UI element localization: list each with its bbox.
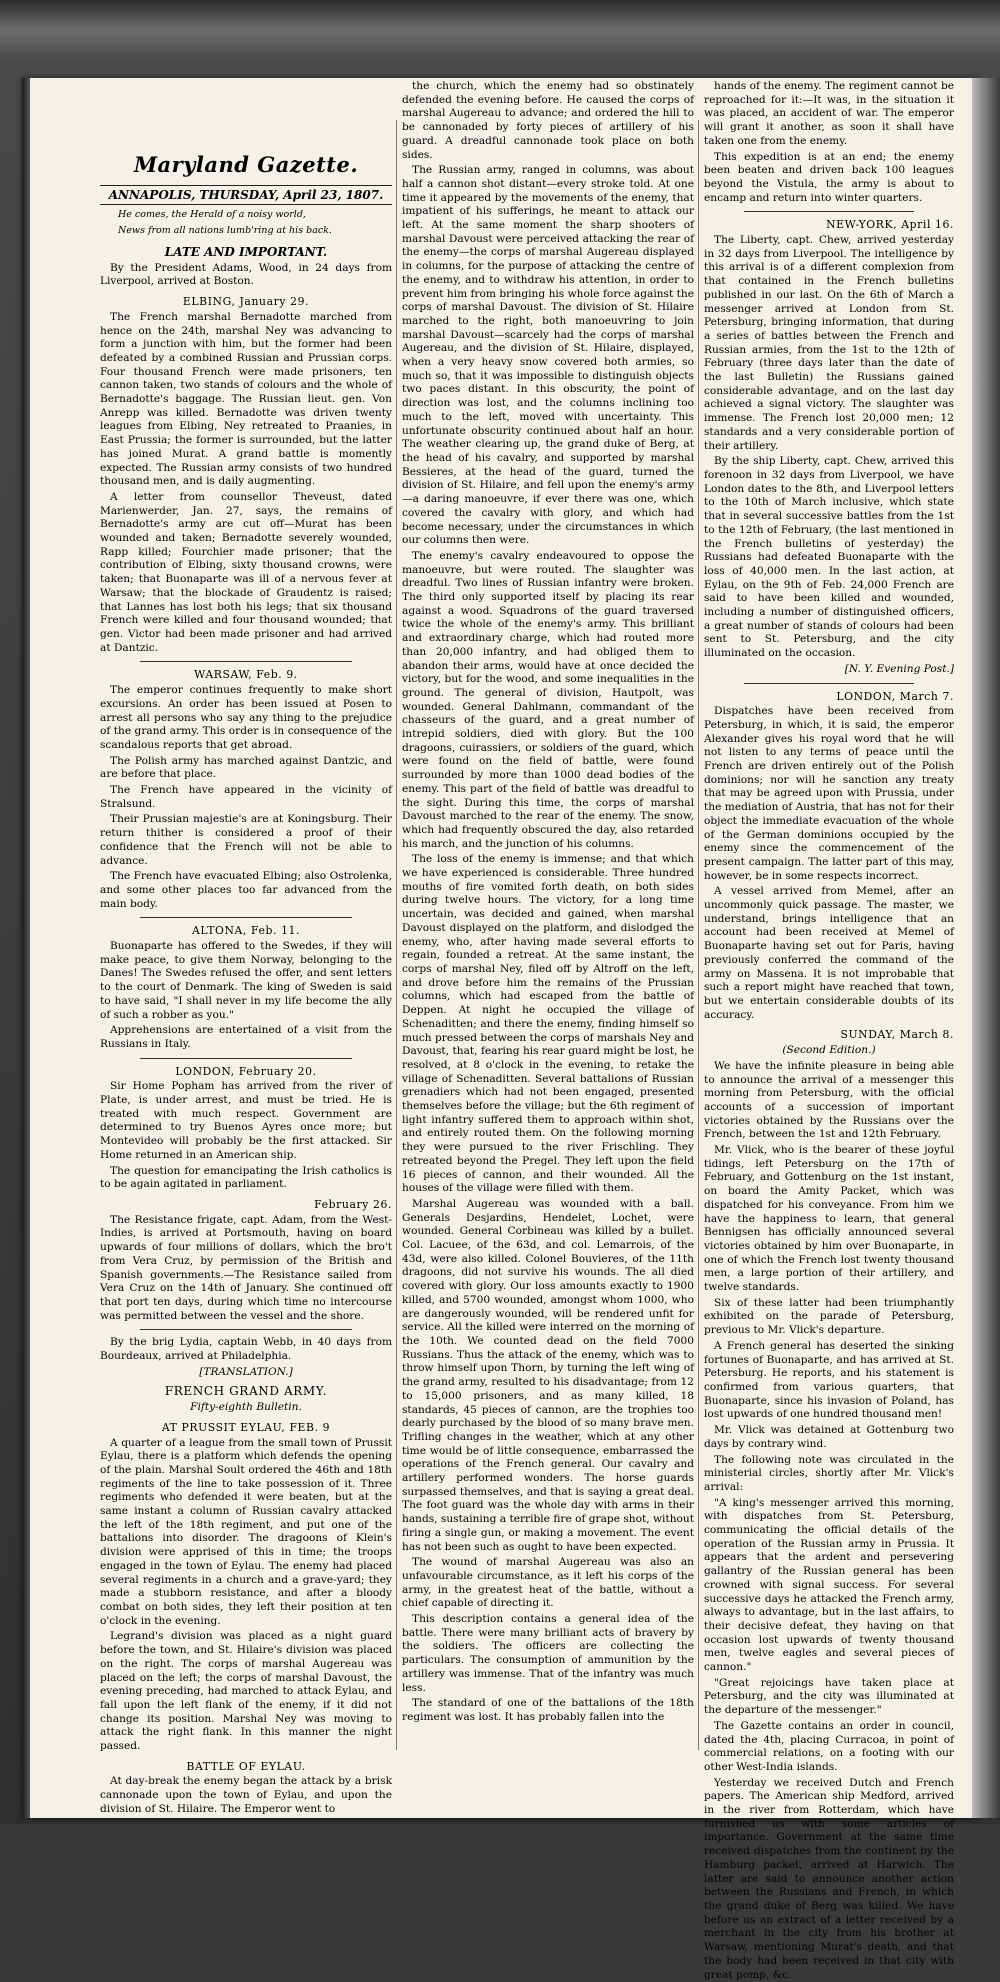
- paragraph: hands of the enemy. The regiment cannot be reproached for it:—It was, in the situation it was placed, an accident of war. The emperor will grant it another, as soon it shall have taken one from the enemy.: [704, 80, 954, 147]
- late-important-heading: LATE AND IMPORTANT.: [164, 245, 328, 259]
- paragraph: The following note was circulated in the ministerial circles, shortly after Mr. Vlick's arrival:: [704, 1453, 954, 1493]
- army-heading: FRENCH GRAND ARMY.: [164, 1384, 328, 1399]
- divider: [140, 917, 352, 918]
- motto-line-1: He comes, the Herald of a noisy world,: [118, 209, 306, 220]
- divider: [744, 211, 914, 212]
- paragraph: Mr. Vlick, who is the bearer of these joyful tidings, left Petersburg on the 17th of February, and Gottenburg on the 1st instant, on board the Amity Packet, which was dispatched for his conveyance. From him we have the happiness to learn, that general Bennigsen has officially announced several victories obtained by him over Buonaparte, in one of which the French lost twenty thousand men, a large portion of their artillery, and twelve standards.: [704, 1144, 954, 1294]
- translation-note: [TRANSLATION.]: [199, 1365, 293, 1378]
- paragraph: Legrand's division was placed as a night guard before the town, and St. Hilaire's division was placed on the right. The corps of marshal Augereau was placed on the left; the corps of marshal Davoust, the evening preceding, had marched to attack Eylau, and fall upon the left flank of the enemy, if it did not change its position. Marshal Ney was moving to attack the right flank. In this manner the night passed.: [100, 1630, 392, 1753]
- paragraph: The French have evacuated Elbing; also Ostrolenka, and some other places too far advanced from the main body.: [100, 870, 392, 910]
- dateline: ANNAPOLIS, THURSDAY, April 23, 1807.: [100, 185, 392, 205]
- paragraph: Mr. Vlick was detained at Gottenburg two days by contrary wind.: [704, 1424, 954, 1450]
- paragraph: Sir Home Popham has arrived from the river of Plate, is under arrest, and must be tried. He is treated with much respect. Government are determined to try Buenos Ayres once more; but Montevideo will probably be the first attacked. Sir Home returned in an American ship.: [100, 1080, 392, 1161]
- dateline-elbing: ELBING, January 29.: [182, 295, 310, 309]
- divider: [140, 661, 352, 662]
- paragraph: The emperor continues frequently to make short excursions. An order has been issued at Posen to arrest all persons who say any thing to the prejudice of the grand army. This order is in consequence of the scandalous reports that get abroad.: [100, 684, 392, 751]
- motto-line-2: News from all nations lumb'ring at his back.: [118, 225, 332, 236]
- paragraph: Marshal Augereau was wounded with a ball. Generals Desjardins, Hendelet, Lochet, were wounded. General Corbineau was killed by a bullet. Col. Lacuee, of the 63d, and col. Lemarrois, of the 43d, were also killed. Colonel Bouvieres, of the 11th dragoons, did not survive his wounds. The all died covered with glory. Our loss amounts exactly to 1900 killed, and 5700 wounded, amongst whom 1000, who are dangerously wounded, will be rendered unfit for service. All the killed were interred on the morning of the 10th. We counted dead on the field 7000 Russians. Thus the attack of the enemy, which was to throw himself upon Thorn, by turning the left wing of the grand army, resulted to his disadvantage; from 12 to 15,000 prisoners, and as many killed, 18 standards, 45 pieces of cannon, are the trophies too dearly purchased by the blood of so many brave men. Trifling changes in the weather, which at any other time would be of little consequence, embarrassed the operations of the French general. Our cavalry and artillery performed wonders. The horse guards surpassed themselves, and that is saying a great deal. The foot guard was the whole day with arms in their hands, sustaining a terrible fire of grape shot, without firing a single gun, or making a movement. The event has not been such as ought to have been expected.: [402, 1197, 694, 1553]
- column-3: [704, 80, 954, 1981]
- paragraph: We have the infinite pleasure in being able to announce the arrival of a messenger this morning from Petersburg, with the official accounts of a succession of important victories obtained by the Russians over the French, between the 1st and 12th February.: [704, 1059, 954, 1141]
- paragraph: At day-break the enemy began the attack by a brisk cannonade upon the town of Eylau, and upon the division of St. Hilaire. The Emperor went to: [100, 1775, 392, 1815]
- paragraph: The question for emancipating the Irish catholics is to be again agitated in parliament.: [100, 1164, 392, 1191]
- paragraph: "A king's messenger arrived this morning, with dispatches from St. Petersburg, communicating the official details of the operation of the Russian army in Prussia. It appears that the ardent and persevering gallantry of the Russian general has been crowned with signal success. For several successive days he attacked the French army, always to advantage, but in the last affairs, to their decisive defeat, they having on that occasion lost upwards of twenty thousand men, twelve eagles and several pieces of cannon.": [704, 1496, 954, 1674]
- paragraph: The Gazette contains an order in council, dated the 4th, placing Curracoa, in point of commercial relations, on a footing with our other West-India islands.: [704, 1719, 954, 1773]
- paragraph: "Great rejoicings have taken place at Petersburg, and the city was illuminated at the departure of the messenger.": [704, 1676, 954, 1717]
- dateline-warsaw: WARSAW, Feb. 9.: [194, 668, 298, 682]
- newspaper-title: Maryland Gazette.: [133, 152, 359, 177]
- paragraph: The Russian army, ranged in columns, was about half a cannon shot distant—every stroke told. At one time it appeared by the movements of the enemy, that impatient of his sufferings, he meant to attack our left. At the same moment the sharp shooters of marshal Davoust were perceived attacking the rear of the enemy—the corps of marshal Augereau displayed in columns, for the purpose of attacking the centre of the enemy, and to withdraw his attention, in order to prevent him from bringing his whole force against the corps of marshal Davoust. The division of St. Hilaire marched to the right, both manoeuvring to join marshal Davoust—scarcely had the corps of marshal Augereau, and the division of St. Hilaire, displayed, when a very heavy snow covered both armies, so much so, that it was impossible to distinguish objects two paces distant. In this obscurity, the point of direction was lost, and the columns inclining too much to the left, moved with uncertainty. This unfortunate obscurity continued about half an hour. The weather clearing up, the grand duke of Berg, at the head of his cavalry, and supported by marshal Bessieres, at the head of the guard, turned the division of St. Hilaire, and fell upon the enemy's army—a daring manoeuvre, if ever there was one, which covered the cavalry with glory, and which had become necessary, under the circumstances in which our columns then were.: [402, 164, 694, 547]
- binding-shadow: [22, 78, 30, 1818]
- column-rule-1: [396, 120, 397, 1750]
- paragraph: The French have appeared in the vicinity of Stralsund.: [100, 784, 392, 810]
- paragraph: By the President Adams, Wood, in 24 days from Liverpool, arrived at Boston.: [100, 261, 392, 288]
- paragraph: The French marshal Bernadotte marched from hence on the 24th, marshal Ney was advancing to form a junction with him, but the former had been defeated by a combined Russian and Prussian corps. Four thousand French were made prisoners, ten cannon taken, two stands of colours and the whole of Bernadotte's baggage. The Russian lieut. gen. Von Anrepp was killed. Bernadotte was driven twenty leagues from Elbing, Ney retreated to Praanies, in East Prussia; the former is surrounded, but the latter has joined Murat. A grand battle is momently expected. The Russian army consists of two hundred thousand men, and is daily augmenting.: [100, 310, 392, 488]
- column-2: [402, 80, 694, 1723]
- paragraph: This description contains a general idea of the battle. There were many brilliant acts of bravery by the soldiers. The officers are collecting the particulars. The consumption of ammunition by the artillery was immense. That of the infantry was much less.: [402, 1613, 694, 1694]
- paragraph: The loss of the enemy is immense; and that which we have experienced is considerable. Three hundred mouths of fire vomited forth death, on both sides during twelve hours. The victory, for a long time uncertain, was decided and gained, when marshal Davoust displayed on the platform, and dislodged the enemy, who, after having made several efforts to regain, founded a retreat. At the same instant, the corps of marshal Ney, filed off by Altroff on the left, and drove before him the remains of the Prussian columns, which had escaped from the battle of Deppen. At night he occupied the village of Schenaditten; and there the enemy, finding himself so much pressed between the corps of marshals Ney and Davoust, that, fearing his rear guard might be lost, he resolved, at 8 o'clock in the evening, to retake the village of Schenaditten. Several battalions of Russian grenadiers which had not been engaged, presented themselves before the village; but the 6th regiment of light infantry suffered them to approach within shot, and entirely routed them. On the following morning they were pursued to the river Frischling. They retreated beyond the Pregel. They left upon the field 16 pieces of cannon, and their wounded. All the houses of the village were filled with them.: [402, 853, 694, 1195]
- paragraph: Six of these latter had been triumphantly exhibited on the parade of Petersburg, previous to Mr. Vlick's departure.: [704, 1296, 954, 1337]
- dateline-london: LONDON, February 20.: [175, 1064, 317, 1078]
- paragraph: The Resistance frigate, capt. Adam, from the West-Indies, is arrived at Portsmouth, having on board upwards of four millions of dollars, which the bro't from Vera Cruz, by permission of the British and Spanish governments.—The Resistance sailed from Vera Cruz on the 14th of January. She continued off that port ten days, during which time no intercourse was permitted between the vessel and the shore.: [100, 1213, 392, 1322]
- divider: [140, 1329, 352, 1330]
- paragraph: The Liberty, capt. Chew, arrived yesterday in 32 days from Liverpool. The intelligence by this arrival is of a different complexion from that contained in the French bulletins published in our last. On the 6th of March a messenger arrived at London from St. Petersburg, bringing information, that during a series of battles between the French and Russian armies, from the 1st to the 12th of February (three days later than the date of the last Bulletin) the Russians gained considerable advantage, and on the last day achieved a signal victory. The slaughter was immense. The French lost 20,000 men; 12 standards and a very considerable portion of their artillery.: [704, 234, 954, 452]
- paragraph: By the ship Liberty, capt. Chew, arrived this forenoon in 32 days from Liverpool, we have London dates to the 8th, and Liverpool letters to the 10th of March inclusive, which state that in several successive battles from the 1st to the 12th of February, (the last mentioned in the French bulletins of yesterday) the Russians had defeated Buonaparte with the loss of 40,000 men. In the last action, at Eylau, on the 9th of Feb. 24,000 French are said to have been killed and wounded, including a number of distinguished officers, a great number of stands of colours had been sent to St. Petersburg, and the city illuminated on the occasion.: [704, 455, 954, 660]
- paragraph: Their Prussian majestie's are at Koningsburg. Their return thither is considered a proof of their confidence that the French will not be able to advance.: [100, 813, 392, 867]
- source-credit: [N. Y. Evening Post.]: [844, 662, 954, 675]
- battle-heading: BATTLE OF EYLAU.: [186, 1759, 306, 1773]
- dateline-london-march: LONDON, March 7.: [836, 689, 954, 703]
- paragraph: A French general has deserted the sinking fortunes of Buonaparte, and has arrived at St. Petersburg. He reports, and his statement is confirmed from various quarters, that Buonaparte, since his invasion of Poland, has lost upwards of one hundred thousand men!: [704, 1339, 954, 1421]
- dateline-eylau: AT PRUSSIT EYLAU, FEB. 9: [161, 1420, 331, 1434]
- paragraph: A quarter of a league from the small town of Prussit Eylau, there is a platform which defends the opening of the plain. Marshal Soult ordered the 46th and 18th regiments of the line to take possession of it. Three regiments who defended it were beaten, but at the same instant a column of Russian cavalry attacked the left of the 18th regiment, and put one of the battalions into disorder. The dragoons of Klein's division were apprised of this in time; the troops engaged in the town of Eylau. The enemy had placed several regiments in a church and a grave-yard; they made a stubborn resistance, and after a bloody combat on both sides, they left their position at ten o'clock in the evening.: [100, 1436, 392, 1627]
- dateline-altona: ALTONA, Feb. 11.: [191, 924, 301, 938]
- paragraph: the church, which the enemy had so obstinately defended the evening before. He caused the corps of marshal Augereau to advance; and ordered the hill to be cannonaded by forty pieces of artillery of his guard. A dreadful cannonade took place on both sides.: [402, 80, 694, 161]
- dateline-feb26: February 26.: [314, 1198, 392, 1211]
- bulletin-heading: Fifty-eighth Bulletin.: [190, 1401, 302, 1414]
- paragraph: By the brig Lydia, captain Webb, in 40 days from Bourdeaux, arrived at Philadelphia.: [100, 1336, 392, 1363]
- paragraph: This expedition is at an end; the enemy been beaten and driven back 100 leagues beyond the Vistula, the army is about to encamp and return into winter quarters.: [704, 150, 954, 204]
- paragraph: The wound of marshal Augereau was also an unfavourable circumstance, as it left his corps of the army, in the greatest heat of the battle, without a chief capable of directing it.: [402, 1556, 694, 1610]
- paragraph: Yesterday we received Dutch and French papers. The American ship Medford, arrived in the river from Rotterdam, which have furnished us with some articles of importance. Government at the same time received dispatches from the continent by the Hamburg packet, arrived at Harwich. The latter are said to announce another action between the Russians and French, in which the grand duke of Berg was killed. We have before us an extract of a letter received by a merchant in the city from his brother at Warsaw, mentioning Murat's death, and that the body had been received in that city with great pomp, &c.: [704, 1776, 954, 1981]
- paragraph: The standard of one of the battalions of the 18th regiment was lost. It has probably fallen into the: [402, 1697, 694, 1723]
- masthead: [100, 66, 392, 236]
- column-1: [100, 240, 392, 1815]
- divider: [140, 1058, 352, 1059]
- next-page-edge: [972, 78, 1000, 1818]
- paragraph: The enemy's cavalry endeavoured to oppose the manoeuvre, but were routed. The slaughter was dreadful. Two lines of Russian infantry were broken. The third only supported itself by placing its rear against a wood. Squadrons of the guard traversed twice the whole of the enemy's army. This brilliant and extraordinary charge, which had routed more than 20,000 infantry, and had obliged them to abandon their arms, would have at once decided the victory, but for the wood, and some inequalities in the ground. The general of division, Hautpolt, was wounded. General Dahlmann, commandant of the chasseurs of the guard, and a great number of intrepid soldiers, died with glory. But the 100 dragoons, cuirassiers, or soldiers of the guard, which were found on the field of battle, were found surrounded by more than 1000 dead bodies of the enemy. This part of the field of battle was dreadful to the sight. During this time, the corps of marshal Davoust marched to the rear of the enemy. The snow, which had frequently obscured the day, also retarded his march, and the junction of his columns.: [402, 549, 694, 850]
- paragraph: Buonaparte has offered to the Swedes, if they will make peace, to give them Norway, belonging to the Danes! The Swedes refused the offer, and sent letters to the court of Denmark. The king of Sweden is said to have said, "I shall never in my life become the ally of such a robber as you.": [100, 940, 392, 1021]
- divider: [744, 683, 914, 684]
- paragraph: The Polish army has marched against Dantzic, and are before that place.: [100, 754, 392, 781]
- paragraph: A letter from counsellor Theveust, dated Marienwerder, Jan. 27, says, the remains of Bernadotte's army are cut off—Murat has been wounded and taken; Bernadotte severely wounded, Rapp killed; Fourchier made prisoner; that the contribution of Elbing, sixty thousand crowns, were taken; that Buonaparte was ill of a nervous fever at Warsaw; that the blockade of Graudentz is raised; that Lannes has lost both his legs; that six thousand French were killed and four thousand wounded; that gen. Victor had been made prisoner and had arrived at Dantzic.: [100, 490, 392, 654]
- column-rule-2: [698, 120, 699, 1750]
- paragraph: Dispatches have been received from Petersburg, in which, it is said, the emperor Alexander gives his royal word that he will not listen to any terms of peace until the French are driven entirely out of the Polish dominions; nor will he sanction any treaty that may be agreed upon with Prussia, under the mediation of Austria, that has not for their object the immediate evacuation of the whole of the German dominions occupied by the enemy since the commencement of the present campaign. The latter part of this may, however, be in some respects incorrect.: [704, 705, 954, 882]
- paragraph: A vessel arrived from Memel, after an uncommonly quick passage. The master, we understand, brings intelligence that an account had been received at Memel of Buonaparte having set out for Paris, having previously conferred the command of the army on Massena. It is not improbable that such a report might have reached that town, but we entertain considerable doubts of its accuracy.: [704, 885, 954, 1021]
- edition-note: (Second Edition.): [782, 1044, 876, 1057]
- dateline-sunday: SUNDAY, March 8.: [840, 1028, 954, 1042]
- paragraph: Apprehensions are entertained of a visit from the Russians in Italy.: [100, 1024, 392, 1050]
- dateline-new-york: NEW-YORK, April 16.: [826, 218, 954, 232]
